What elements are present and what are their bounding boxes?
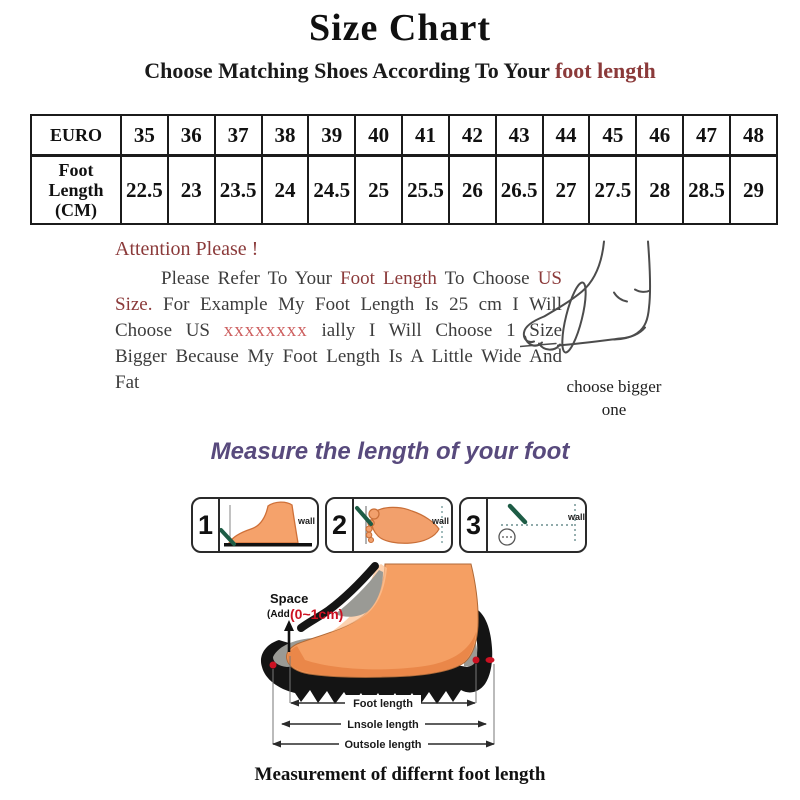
euro-size-cell: 40 (355, 115, 402, 156)
foot-length-cell: 25 (355, 156, 402, 225)
step3-measure-line-icon (488, 499, 585, 551)
page-title: Size Chart (308, 7, 492, 49)
foot-girth-sketch-icon (520, 238, 690, 376)
attention-text-segment: To Choose (444, 268, 530, 289)
measure-step-3 (459, 497, 587, 553)
euro-size-cell: 46 (636, 115, 683, 156)
foot-length-row (31, 156, 777, 225)
space-add-label: (Add (267, 609, 290, 620)
choose-bigger-note: choose bigger one (566, 377, 662, 419)
measure-steps (191, 497, 587, 553)
step-number: 1 (197, 509, 214, 540)
subtitle-highlight: foot length (554, 58, 656, 83)
foot-length-cell: 29 (730, 156, 777, 225)
step-number: 3 (465, 509, 482, 540)
euro-size-cell: 48 (730, 115, 777, 156)
foot-length-cell: 28.5 (683, 156, 730, 225)
euro-size-cell: 41 (402, 115, 449, 156)
foot-length-cell: 25.5 (402, 156, 449, 225)
measure-step-1 (191, 497, 319, 553)
foot-length-cell: 27.5 (589, 156, 636, 225)
size-conversion-table (30, 114, 778, 225)
wall-label: wall (431, 516, 449, 526)
censored-text: xxxxxxxx (223, 320, 308, 341)
step-number: 2 (331, 509, 348, 540)
euro-size-cell: 44 (543, 115, 590, 156)
wall-label: wall (567, 512, 585, 522)
measure-dot (473, 657, 480, 664)
euro-size-cell: 36 (168, 115, 215, 156)
euro-size-cell: 37 (215, 115, 262, 156)
measure-dot (270, 662, 277, 669)
foot-length-cell: 28 (636, 156, 683, 225)
foot-length-cell: 23 (168, 156, 215, 225)
euro-size-cell: 45 (589, 115, 636, 156)
attention-paragraph (115, 266, 562, 396)
subtitle-text: Choose Matching Shoes According To Your (144, 58, 550, 83)
foot-length-cell: 26 (449, 156, 496, 225)
attention-section (115, 238, 562, 396)
foot-length-cell: 22.5 (121, 156, 168, 225)
foot-length-row-header: Foot Length (CM) (31, 156, 121, 225)
euro-row-header: EURO (31, 115, 121, 156)
outsole-length-measure-label: Outsole length (344, 739, 422, 751)
measure-dot (486, 657, 495, 663)
insole-length-measure-label: Lnsole length (347, 719, 419, 731)
euro-size-cell: 43 (496, 115, 543, 156)
wall-label: wall (297, 516, 315, 526)
bottom-caption: Measurement of differnt foot length (254, 764, 546, 785)
measure-step-2 (325, 497, 453, 553)
attention-text-segment: For Example My Foot Length Is 25 cm I Will Choose US (115, 294, 562, 341)
space-range-label: (0~1cm) (290, 606, 344, 622)
euro-size-row (31, 115, 777, 156)
attention-heading: Attention Please ! (115, 238, 259, 260)
attention-red-segment: US Size. (115, 268, 562, 315)
euro-size-cell: 35 (121, 115, 168, 156)
foot-length-cell: 24.5 (308, 156, 355, 225)
foot-measurement-diagram (245, 560, 575, 760)
space-label: Space (270, 591, 309, 606)
foot-length-cell: 26.5 (496, 156, 543, 225)
foot-length-cell: 23.5 (215, 156, 262, 225)
foot-length-measure-label: Foot length (353, 698, 413, 710)
euro-size-cell: 47 (683, 115, 730, 156)
attention-text-segment: Please Refer To Your (161, 268, 332, 289)
attention-text-segment: ially I Will Choose 1 Size Bigger Because My Foot Length Is A Little Wide And Fat (115, 320, 563, 393)
measure-heading: Measure the length of your foot (210, 438, 570, 465)
euro-size-cell: 42 (449, 115, 496, 156)
euro-size-cell: 39 (308, 115, 355, 156)
subtitle (0, 58, 800, 84)
attention-red-segment: Foot Length (340, 268, 437, 289)
foot-length-cell: 24 (262, 156, 309, 225)
euro-size-cell: 38 (262, 115, 309, 156)
foot-length-cell: 27 (543, 156, 590, 225)
